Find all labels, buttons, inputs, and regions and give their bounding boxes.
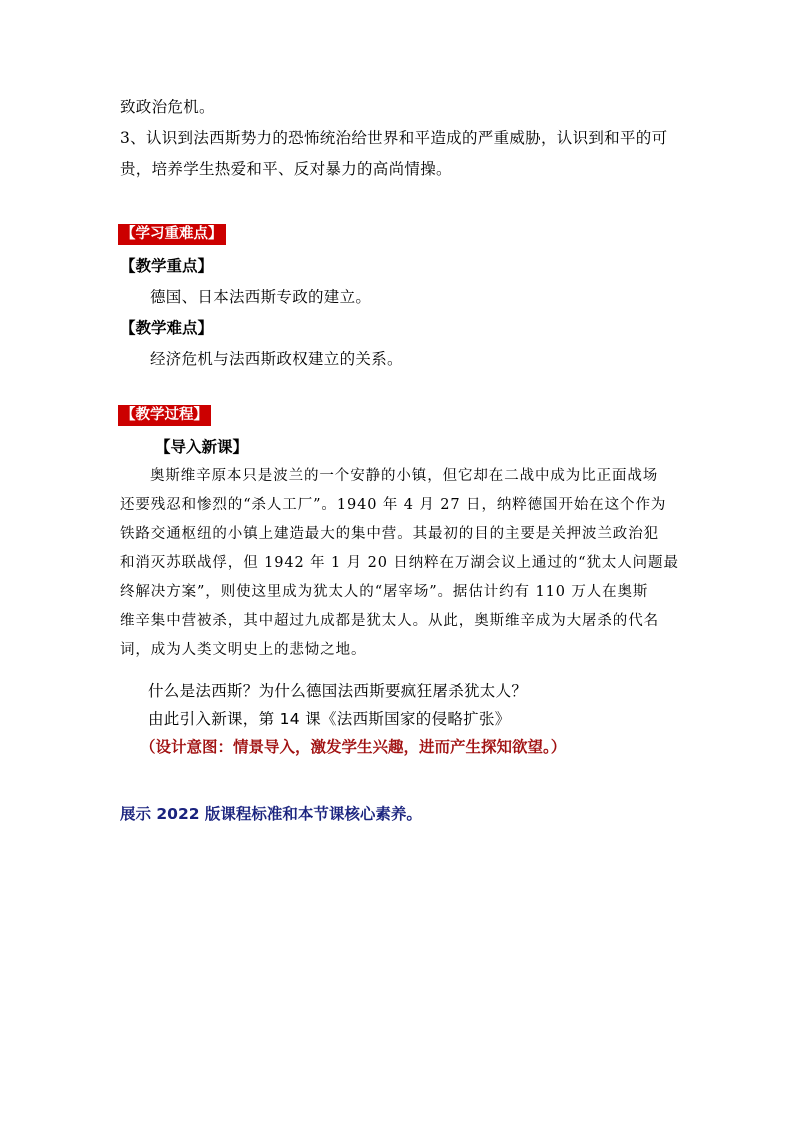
focus-heading: 【教学重点】 — [120, 257, 214, 275]
standards-note: 展示 2022 版课程标准和本节课核心素养。 — [120, 805, 422, 823]
focus-text: 德国、日本法西斯专政的建立。 — [150, 288, 372, 306]
objective-item-3-line-1: 3、认识到法西斯势力的恐怖统治给世界和平造成的严重威胁，认识到和平的可 — [120, 129, 668, 147]
objective-continuation: 致政治危机。 — [120, 98, 215, 116]
difficulty-heading: 【教学难点】 — [120, 319, 214, 337]
story-line: 铁路交通枢纽的小镇上建造最大的集中营。其最初的目的主要是关押波兰政治犯 — [120, 526, 659, 542]
difficulty-text: 经济危机与法西斯政权建立的关系。 — [150, 350, 403, 368]
intro-question: 什么是法西斯？为什么德国法西斯要疯狂屠杀犹太人？ — [148, 682, 528, 700]
design-intent: （设计意图：情景导入，激发学生兴趣，进而产生探知欲望。） — [140, 738, 567, 756]
intro-heading: 【导入新课】 — [155, 438, 249, 456]
key-difficult-tag: 【学习重难点】 — [118, 224, 226, 245]
teaching-process-tag: 【教学过程】 — [118, 405, 211, 426]
story-line: 词，成为人类文明史上的悲恸之地。 — [120, 642, 367, 658]
story-line: 奥斯维辛原本只是波兰的一个安静的小镇，但它却在二战中成为比正面战场 — [150, 468, 659, 484]
story-line: 维辛集中营被杀，其中超过九成都是犹太人。从此，奥斯维辛成为大屠杀的代名 — [120, 613, 659, 629]
objective-item-3-line-2: 贵，培养学生热爱和平、反对暴力的高尚情操。 — [120, 160, 452, 178]
story-line: 还要残忍和惨烈的“杀人工厂”。1940 年 4 月 27 日，纳粹德国开始在这个作为 — [120, 497, 667, 513]
lesson-lead-in: 由此引入新课，第 14 课《法西斯国家的侵略扩张》 — [148, 710, 511, 728]
story-line: 和消灭苏联战俘，但 1942 年 1 月 20 日纳粹在万湖会议上通过的“犹太人问题最 — [120, 555, 679, 571]
story-line: 终解决方案”，则使这里成为犹太人的“屠宰场”。据估计约有 110 万人在奥斯 — [120, 584, 649, 600]
